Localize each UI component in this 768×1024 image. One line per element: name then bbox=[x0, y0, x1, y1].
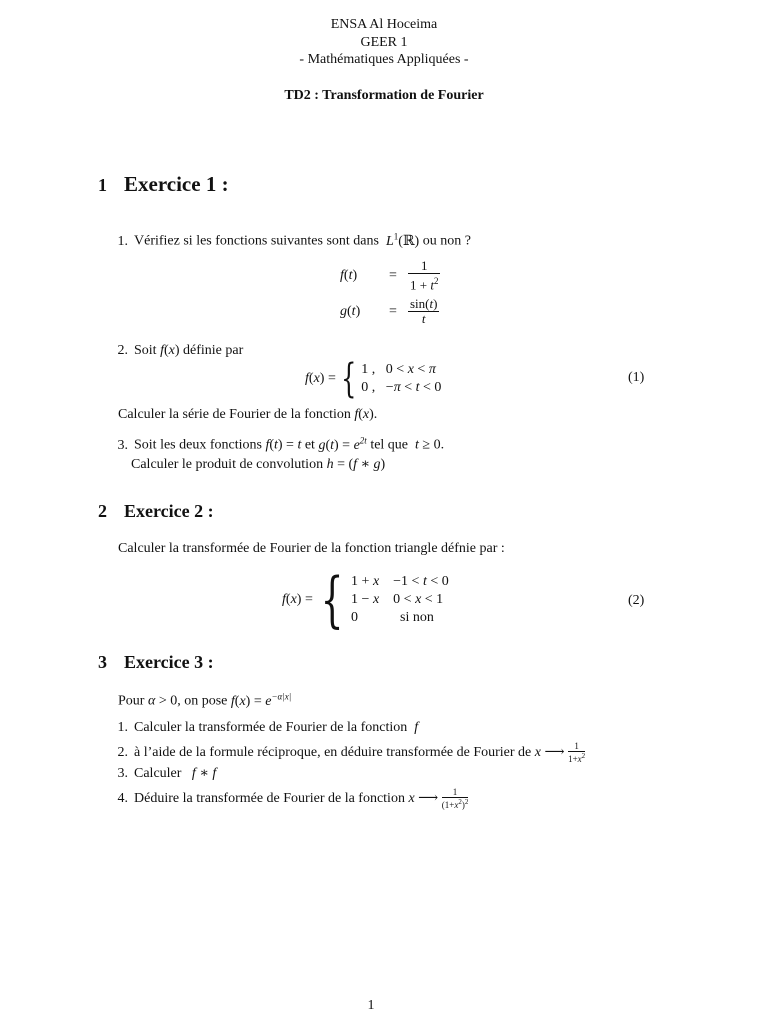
item-number: 2. bbox=[117, 343, 128, 358]
math-l1-space: $L^1(ℝ)$ bbox=[382, 231, 420, 249]
document-title: TD2 : Transformation de Fourier bbox=[284, 88, 484, 103]
section-number: 2 bbox=[98, 501, 107, 521]
item-number: 4. bbox=[117, 791, 128, 807]
item-text: Calculer bbox=[134, 766, 182, 781]
math-f: f bbox=[410, 720, 419, 735]
intro-before: Pour bbox=[118, 693, 145, 709]
section-title: Exercice 1 : bbox=[124, 172, 229, 196]
item-text: Calculer la transformée de Fourier de la fonction bbox=[134, 720, 408, 735]
math-t-geq-0: t ≥ 0. bbox=[411, 437, 445, 453]
equation-piecewise-2 bbox=[282, 565, 449, 635]
math-map: x ⟶ bbox=[408, 791, 439, 807]
equation-number-1: (1) bbox=[628, 370, 645, 385]
section-number: 3 bbox=[98, 652, 107, 672]
item-number: 3. bbox=[117, 437, 128, 453]
item-text-after: définie par bbox=[183, 343, 244, 358]
header-block bbox=[0, 16, 768, 69]
math-small-fraction: $\frac{1}{(1+x^2)^2}$ bbox=[441, 787, 469, 810]
math-lhs: g(t) bbox=[340, 303, 361, 319]
math-lhs: f(x) = bbox=[282, 592, 313, 607]
item-number: 2. bbox=[117, 745, 128, 761]
ex1-item-3 bbox=[112, 435, 444, 454]
math-lhs: f(x) = bbox=[305, 371, 336, 386]
ex3-item-4 bbox=[112, 788, 468, 810]
section-title: Exercice 2 : bbox=[124, 501, 214, 521]
item-number: 1. bbox=[117, 233, 128, 249]
math-f-x: f(x). bbox=[354, 407, 378, 422]
item-text-and: et bbox=[304, 437, 315, 453]
equation-g-t bbox=[340, 297, 439, 326]
math-alpha-positive: α > 0 bbox=[147, 693, 178, 709]
ex1-item-2-task bbox=[118, 407, 377, 423]
section-number: 1 bbox=[98, 175, 107, 195]
item-text: Vérifiez si les fonctions suivantes sont dans bbox=[134, 233, 379, 249]
section-heading-2 bbox=[98, 501, 214, 522]
item-suffix: ou non ? bbox=[422, 233, 471, 249]
intro-mid: , on pose bbox=[177, 693, 228, 709]
left-brace: { bbox=[320, 565, 344, 635]
item-number: 1. bbox=[117, 720, 128, 735]
math-cases: 1 + x −1 < t < 0 1 − x 0 < x < 1 0 si non bbox=[351, 574, 449, 625]
otherwise-text: si non bbox=[400, 610, 434, 625]
section-heading-3 bbox=[98, 652, 214, 673]
ex3-item-3 bbox=[112, 765, 216, 782]
math-equals: = bbox=[389, 267, 397, 283]
math-f-definition: $f(x) = e^{-\alpha|x|}$ bbox=[230, 691, 292, 709]
math-f-x: f(x) bbox=[160, 343, 180, 358]
math-map: x ⟶ bbox=[534, 745, 565, 761]
left-brace: { bbox=[340, 356, 357, 402]
item-text-cond: tel que bbox=[370, 437, 409, 453]
subject-name: - Mathématiques Appliquées - bbox=[299, 52, 469, 67]
equation-piecewise-1 bbox=[305, 356, 442, 402]
school-name: ENSA Al Hoceima bbox=[330, 17, 438, 32]
item-text-before: Soit les deux fonctions bbox=[134, 437, 262, 453]
item-text-before: Soit bbox=[134, 343, 157, 358]
ex3-intro bbox=[118, 691, 291, 710]
math-equals: = bbox=[389, 303, 397, 319]
math-cases: 1 , 0 < x < π 0 , −π < t < 0 bbox=[361, 362, 442, 395]
item-text: Déduire la transformée de Fourier de la fonction bbox=[134, 791, 405, 807]
math-lhs: f(t) bbox=[340, 267, 358, 283]
section-heading-1 bbox=[98, 172, 229, 197]
ex3-item-2 bbox=[112, 742, 585, 764]
math-convolution: h = (f ∗ g) bbox=[326, 457, 386, 472]
math-fraction: $\frac{\sin(t)}{t}$ bbox=[410, 296, 438, 326]
item-text-line2: Calculer le produit de convolution bbox=[131, 457, 324, 472]
item-text: à l’aide de la formule réciproque, en déduire transformée de Fourier de bbox=[134, 745, 532, 761]
equation-number-2: (2) bbox=[628, 593, 645, 608]
class-name: GEER 1 bbox=[360, 34, 408, 50]
math-f-conv-f: f ∗ f bbox=[184, 766, 217, 781]
task-text: Calculer la série de Fourier de la fonction bbox=[118, 407, 351, 422]
math-g-t: $g(t) = e^{2t}$ bbox=[318, 435, 367, 453]
ex2-intro: Calculer la transformée de Fourier de la fonction triangle défnie par : bbox=[118, 541, 505, 556]
ex1-item-3-line2 bbox=[131, 456, 385, 473]
page-number: 1 bbox=[367, 998, 375, 1013]
math-f-t: f(t) = t bbox=[265, 437, 302, 453]
equation-f-t bbox=[340, 259, 440, 292]
item-number: 3. bbox=[117, 766, 128, 781]
section-title: Exercice 3 : bbox=[124, 652, 214, 672]
ex1-item-2 bbox=[112, 343, 243, 359]
ex3-item-1 bbox=[112, 720, 418, 736]
math-fraction: $\frac{1}{1 + t^2}$ bbox=[410, 258, 439, 293]
ex1-item-1 bbox=[112, 231, 471, 250]
math-small-fraction: $\frac{1}{1+x^2}$ bbox=[568, 741, 586, 764]
